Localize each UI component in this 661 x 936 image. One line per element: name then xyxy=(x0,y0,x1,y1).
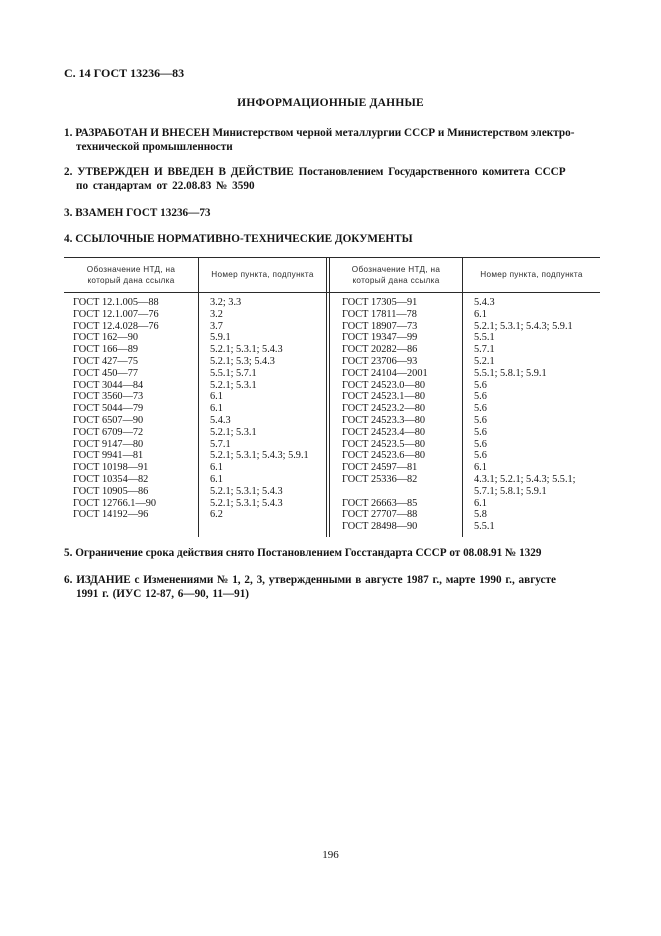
table-cell-point: 5.6 xyxy=(474,403,487,415)
table-cell-point: 5.6 xyxy=(474,414,487,426)
header-right-ntd-line1: Обозначение НТД, на xyxy=(351,265,441,274)
info-item-4: 4. ССЫЛОЧНЫЕ НОРМАТИВНО-ТЕХНИЧЕСКИЕ ДОКУМЕНТЫ xyxy=(64,233,413,245)
table-cell-ntd: ГОСТ 24523.4—80 xyxy=(342,426,426,438)
table-cell-ntd: ГОСТ 24104—2001 xyxy=(342,367,428,379)
table-cell-ntd: ГОСТ 450—77 xyxy=(73,367,139,379)
table-cell-ntd: ГОСТ 3560—73 xyxy=(73,391,144,403)
table-cell-ntd: ГОСТ 12.1.005—88 xyxy=(73,297,159,308)
table-cell-ntd: ГОСТ 26663—85 xyxy=(342,497,418,509)
table-cell-point: 5.5.1; 5.7.1 xyxy=(210,367,257,379)
table-cell-ntd: ГОСТ 12766.1—90 xyxy=(73,497,157,509)
table-cell-ntd: ГОСТ 24523.6—80 xyxy=(342,450,426,462)
info-item-1-line2: технической промышленности xyxy=(76,141,233,153)
column-right-points xyxy=(474,297,576,533)
table-cell-ntd: ГОСТ 24523.2—80 xyxy=(342,403,426,415)
table-cell-point: 6.1 xyxy=(210,473,223,485)
info-item-1-line1: 1. РАЗРАБОТАН И ВНЕСЕН Министерством черной металлургии СССР и Министерством электро- xyxy=(64,127,575,139)
table-cell-point: 5.5.1; 5.8.1; 5.9.1 xyxy=(474,367,547,379)
table-cell-ntd: ГОСТ 25336—82 xyxy=(342,473,418,485)
table-cell-ntd: ГОСТ 24523.5—80 xyxy=(342,438,426,450)
table-col-rule-1 xyxy=(198,257,199,537)
table-top-rule xyxy=(64,257,600,258)
table-cell-point: 5.6 xyxy=(474,450,487,462)
table-cell-point: 4.3.1; 5.2.1; 5.4.3; 5.5.1; xyxy=(474,473,576,485)
page-header: С. 14 ГОСТ 13236—83 xyxy=(64,66,185,80)
header-right-ntd xyxy=(330,264,462,286)
table-cell-point: 6.1 xyxy=(210,391,223,403)
info-item-6-line1: 6. ИЗДАНИЕ с Изменениями № 1, 2, 3, утвержденными в августе 1987 г., марте 1990 г., августе xyxy=(64,574,556,586)
table-cell-point: 5.2.1; 5.3.1; 5.4.3; 5.9.1 xyxy=(474,320,573,332)
reference-table xyxy=(64,257,600,537)
table-cell-point: 3.2 xyxy=(210,308,223,320)
table-cell-point: 5.4.3 xyxy=(210,414,231,426)
table-center-double-rule-a xyxy=(326,257,327,537)
table-cell-ntd: ГОСТ 23706—93 xyxy=(342,355,418,367)
info-item-6 xyxy=(64,573,600,601)
table-cell-ntd: ГОСТ 9147—80 xyxy=(73,438,144,450)
table-cell-ntd: ГОСТ 3044—84 xyxy=(73,379,144,391)
table-cell-point: 5.6 xyxy=(474,391,487,403)
table-cell-point: 5.2.1; 5.3.1; 5.4.3; 5.9.1 xyxy=(210,450,309,462)
table-cell-ntd: ГОСТ 5044—79 xyxy=(73,403,144,415)
table-cell-ntd: ГОСТ 24597—81 xyxy=(342,462,418,474)
table-cell-point: 6.1 xyxy=(210,462,223,474)
header-left-ntd-line2: который дана ссылка xyxy=(87,276,175,285)
table-cell-ntd: ГОСТ 12.1.007—76 xyxy=(73,308,159,320)
table-cell-point: 6.1 xyxy=(210,403,223,415)
column-left-ntd xyxy=(73,297,159,521)
table-cell-ntd: ГОСТ 24523.3—80 xyxy=(342,414,426,426)
info-item-2-line1: 2. УТВЕРЖДЕН И ВВЕДЕН В ДЕЙСТВИЕ Постановлением Государственного комитета СССР xyxy=(64,166,566,178)
table-col-rule-3 xyxy=(462,257,463,537)
table-cell-point: 6.2 xyxy=(210,509,223,521)
column-left-points xyxy=(210,297,309,521)
table-cell-ntd: ГОСТ 24523.1—80 xyxy=(342,391,426,403)
table-cell-ntd: ГОСТ 20282—86 xyxy=(342,344,418,356)
table-cell-point: 3.7 xyxy=(210,320,223,332)
table-cell-ntd: ГОСТ 427—75 xyxy=(73,355,139,367)
table-cell-ntd: ГОСТ 162—90 xyxy=(73,332,139,344)
table-cell-ntd: ГОСТ 19347—99 xyxy=(342,332,418,344)
header-right-ntd-line2: который дана ссылка xyxy=(352,276,440,285)
table-cell-point: 5.6 xyxy=(474,379,487,391)
info-item-2-line2: по стандартам от 22.08.83 № 3590 xyxy=(76,180,255,192)
table-cell-point: 5.2.1 xyxy=(474,355,495,367)
header-right-point: Номер пункта, подпункта xyxy=(480,270,583,279)
table-cell-point: 5.9.1 xyxy=(210,332,231,344)
table-cell-point: 5.7.1; 5.8.1; 5.9.1 xyxy=(474,485,547,497)
table-cell-point: 5.7.1 xyxy=(210,438,231,450)
info-item-2 xyxy=(64,165,600,193)
table-cell-ntd: ГОСТ 18907—73 xyxy=(342,320,418,332)
column-right-ntd xyxy=(342,297,428,533)
table-cell-point: 5.5.1 xyxy=(474,521,495,533)
info-item-6-line2: 1991 г. (ИУС 12-87, 6—90, 11—91) xyxy=(76,588,250,600)
table-cell-ntd: ГОСТ 28498—90 xyxy=(342,521,418,533)
header-left-ntd xyxy=(64,264,198,286)
table-cell-point: 5.4.3 xyxy=(474,297,495,308)
table-cell-ntd: ГОСТ 10198—91 xyxy=(73,462,149,474)
table-cell-ntd: ГОСТ 166—89 xyxy=(73,344,139,356)
table-cell-point: 5.6 xyxy=(474,438,487,450)
page-number: 196 xyxy=(322,849,339,861)
header-left-ntd-line1: Обозначение НТД, на xyxy=(86,265,176,274)
table-cell-point: 6.1 xyxy=(474,497,487,509)
info-item-5: 5. Ограничение срока действия снято Постановлением Госстандарта СССР от 08.08.91 № 1329 xyxy=(64,547,542,559)
table-cell-ntd: ГОСТ 17811—78 xyxy=(342,308,417,320)
table-cell-point: 5.7.1 xyxy=(474,344,495,356)
table-cell-point: 5.5.1 xyxy=(474,332,495,344)
table-cell-point: 5.2.1; 5.3; 5.4.3 xyxy=(210,355,275,367)
table-cell-ntd: ГОСТ 17305—91 xyxy=(342,297,418,308)
table-cell-point: 5.2.1; 5.3.1 xyxy=(210,426,257,438)
table-cell-point: 5.2.1; 5.3.1; 5.4.3 xyxy=(210,485,283,497)
table-cell-ntd: ГОСТ 6709—72 xyxy=(73,426,144,438)
table-cell-point: 5.2.1; 5.3.1; 5.4.3 xyxy=(210,497,283,509)
table-cell-ntd: ГОСТ 14192—96 xyxy=(73,509,149,521)
table-cell-ntd: ГОСТ 9941—81 xyxy=(73,450,144,462)
header-left-point: Номер пункта, подпункта xyxy=(211,270,314,279)
table-cell-ntd: ГОСТ 10354—82 xyxy=(73,473,149,485)
table-cell-point: 5.2.1; 5.3.1 xyxy=(210,379,257,391)
table-cell-point: 5.6 xyxy=(474,426,487,438)
table-cell-ntd xyxy=(342,486,428,498)
info-item-1 xyxy=(64,126,600,154)
table-cell-ntd: ГОСТ 12.4.028—76 xyxy=(73,320,159,332)
info-item-3: 3. ВЗАМЕН ГОСТ 13236—73 xyxy=(64,207,211,219)
section-title: ИНФОРМАЦИОННЫЕ ДАННЫЕ xyxy=(237,97,424,109)
table-center-double-rule-b xyxy=(329,257,330,537)
table-cell-ntd: ГОСТ 24523.0—80 xyxy=(342,379,426,391)
table-cell-point: 6.1 xyxy=(474,308,487,320)
table-cell-point: 5.8 xyxy=(474,509,487,521)
table-cell-ntd: ГОСТ 27707—88 xyxy=(342,509,418,521)
table-header-rule xyxy=(64,292,600,293)
table-cell-point: 6.1 xyxy=(474,462,487,474)
table-cell-ntd: ГОСТ 10905—86 xyxy=(73,485,149,497)
table-cell-point: 3.2; 3.3 xyxy=(210,297,242,308)
table-cell-ntd: ГОСТ 6507—90 xyxy=(73,414,144,426)
table-cell-point: 5.2.1; 5.3.1; 5.4.3 xyxy=(210,344,283,356)
